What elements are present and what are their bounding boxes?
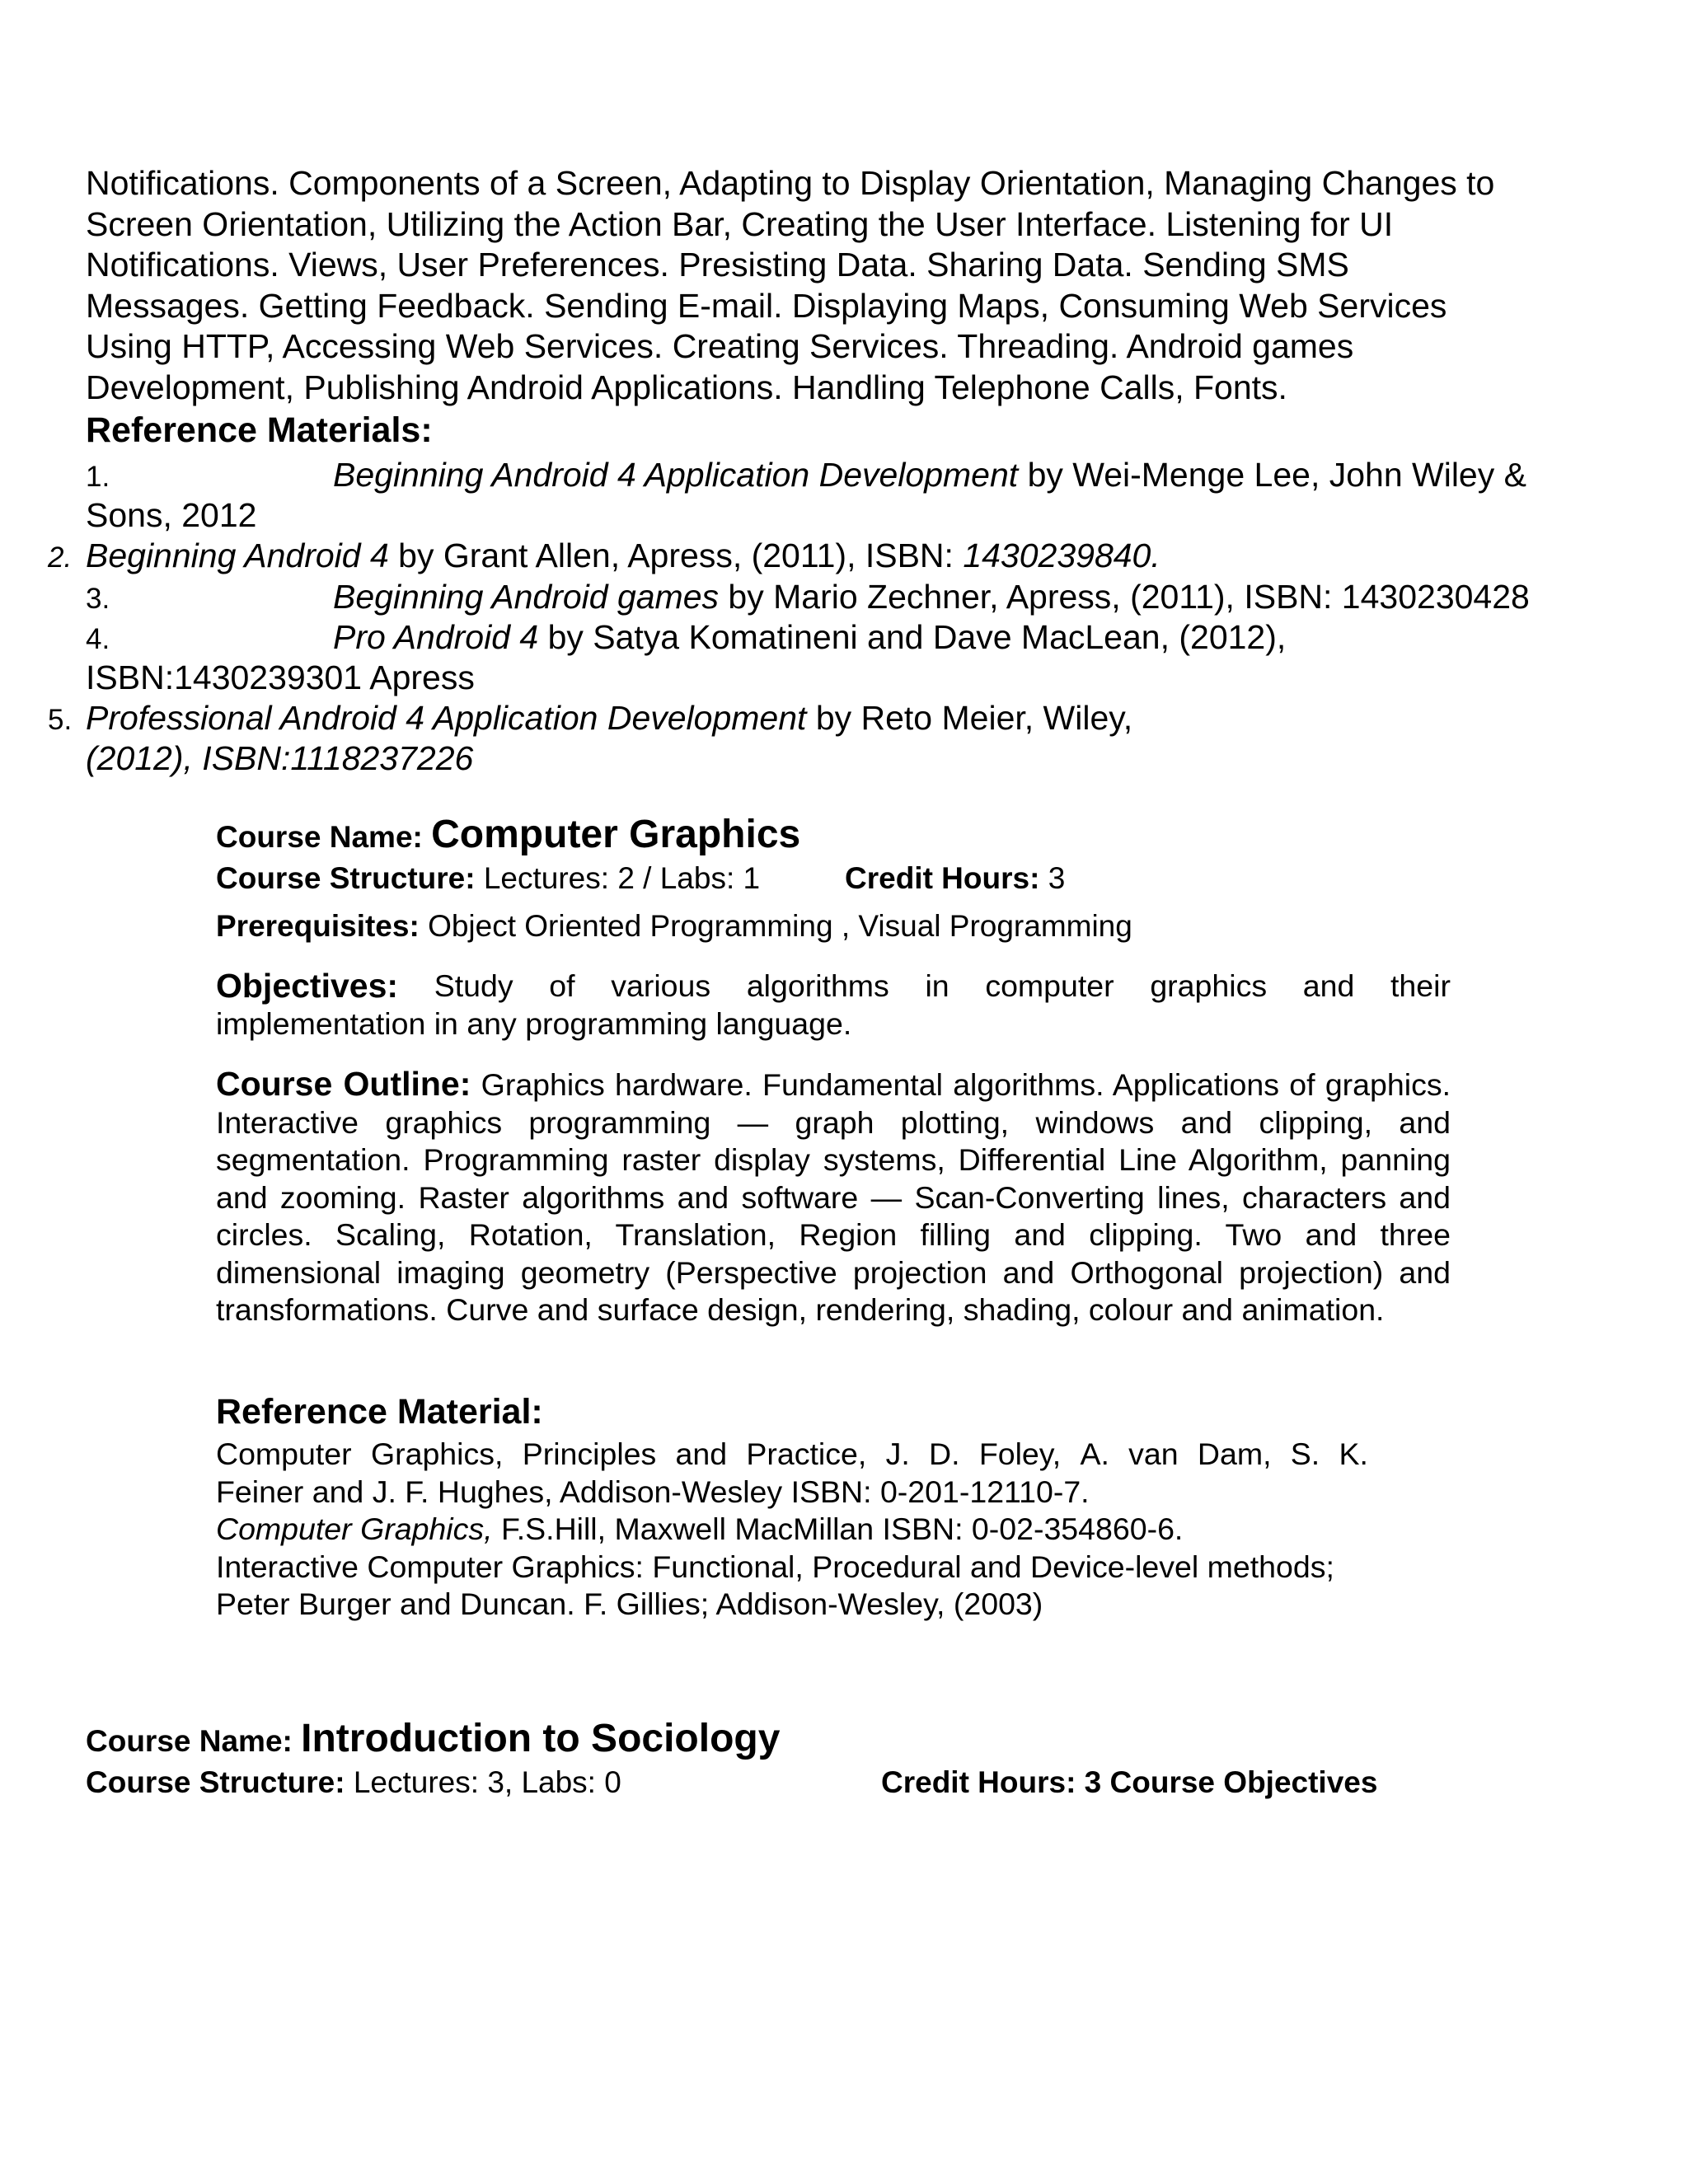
intro-line: Notifications. Views, User Preferences. Presisting Data. Sharing Data. Sending SMS [86, 246, 1349, 284]
intro-line: Using HTTP, Accessing Web Services. Creating Services. Threading. Android games [86, 327, 1354, 365]
ref-title: Pro Android 4 [333, 618, 539, 656]
cg-course-outline [216, 1066, 1451, 1329]
cg-credit-hours: Credit Hours: 3 [845, 861, 1066, 895]
cg-objectives [216, 968, 1451, 1043]
objectives-line: Objectives: Study of various algorithms in computer graphics and their [216, 967, 1451, 1005]
cg-course-structure: Course Structure: Lectures: 2 / Labs: 1 [216, 861, 761, 895]
outline-label: Course Outline: [216, 1065, 471, 1103]
reference-line: Feiner and J. F. Hughes, Addison-Wesley ISBN: 0-201-12110-7. [216, 1474, 1090, 1509]
ref-isbn: 1430239840. [963, 537, 1160, 574]
ref-title: Beginning Android 4 Application Development [333, 456, 1019, 494]
reference-line: Computer Graphics, Principles and Practice, J. D. Foley, A. van Dam, S. K. [216, 1436, 1368, 1471]
ref-continuation: ISBN:1430239301 Apress [86, 658, 475, 696]
ref-isbn: (2012), ISBN:1118237226 [86, 739, 474, 777]
ref-rest: by Satya Komatineni and Dave MacLean, (2012), [538, 618, 1287, 656]
ref-rest: by Reto Meier, Wiley, [806, 699, 1133, 737]
intro-line: Messages. Getting Feedback. Sending E-mail. Displaying Maps, Consuming Web Services [86, 286, 1447, 325]
intro-line: Development, Publishing Android Applications. Handling Telephone Calls, Fonts. [86, 368, 1287, 406]
cg-reference-heading: Reference Material: [216, 1392, 543, 1432]
intro-paragraph [86, 163, 1635, 408]
ref-rest: by Wei-Menge Lee, John Wiley & [1018, 456, 1526, 494]
ref-number: 2. [48, 541, 73, 574]
reference-line: Computer Graphics, F.S.Hill, Maxwell MacMillan ISBN: 0-02-354860-6. [216, 1511, 1184, 1546]
reference-item [333, 455, 1526, 495]
cg-reference-list [216, 1436, 1452, 1624]
ref-continuation: Sons, 2012 [86, 496, 257, 534]
objectives-line: implementation in any programming language. [216, 1005, 852, 1041]
reference-line: Interactive Computer Graphics: Functional, Procedural and Device-level methods; [216, 1549, 1334, 1584]
intro-line: Notifications. Components of a Screen, Adapting to Display Orientation, Managing Changes to [86, 164, 1495, 202]
cg-prerequisites: Prerequisites: Object Oriented Programming , Visual Programming [216, 909, 1132, 943]
outline-text: Graphics hardware. Fundamental algorithms. Applications of graphics. Interactive graphics programming — graph plotting, windows and clipping, and segmentation. Programming raster display systems, Differential Line Algorithm, panning and zooming. Raster algorithms and software — Scan-Converting lines, characters and circles. Scaling, Rotation, Translation, Region filling and clipping. Two and three dimensional imaging geometry (Perspective projection and Orthogonal projection) and transformations. Curve and surface design, rendering, shading, colour and animation. [216, 1067, 1451, 1327]
ref-continuation [86, 738, 473, 779]
ref-rest: by Grant Allen, Apress, (2011), ISBN: [388, 537, 964, 574]
ref-number: 5. [48, 704, 73, 736]
reference-line: Peter Burger and Duncan. F. Gillies; Addison-Wesley, (2003) [216, 1586, 1043, 1621]
reference-item [333, 577, 1530, 617]
ref-title: Professional Android 4 Application Development [86, 699, 807, 737]
cg-course-name: Course Name: Computer Graphics [216, 813, 801, 856]
ref-number: 4. [86, 623, 110, 655]
ref-title: Beginning Android games [333, 578, 720, 616]
soc-credit-hours: Credit Hours: 3 Course Objectives [881, 1765, 1378, 1799]
reference-materials-heading: Reference Materials: [86, 410, 433, 450]
course-title: Computer Graphics [431, 813, 801, 856]
reference-item [333, 617, 1286, 658]
soc-course-name: Course Name: Introduction to Sociology [86, 1717, 781, 1760]
course-title: Introduction to Sociology [301, 1717, 781, 1760]
intro-line: Screen Orientation, Utilizing the Action Bar, Creating the User Interface. Listening for UI [86, 204, 1394, 243]
reference-item [86, 536, 1160, 576]
soc-course-structure: Course Structure: Lectures: 3, Labs: 0 [86, 1765, 621, 1799]
ref-number: 3. [86, 583, 110, 615]
reference-item [86, 698, 1132, 738]
ref-number: 1. [86, 461, 110, 493]
ref-title: Beginning Android 4 [86, 537, 389, 574]
ref-rest: by Mario Zechner, Apress, (2011), ISBN: 1430230428 [719, 578, 1530, 616]
